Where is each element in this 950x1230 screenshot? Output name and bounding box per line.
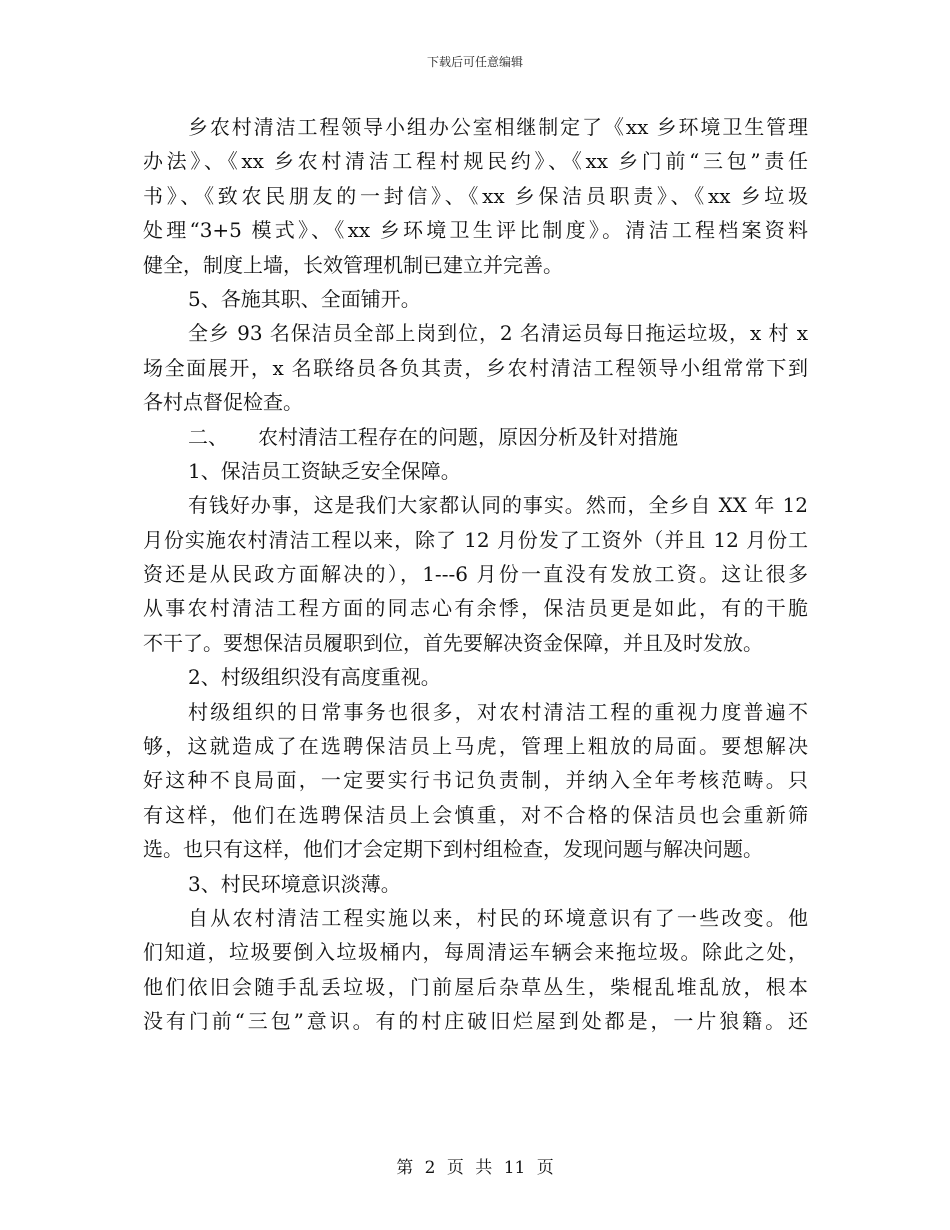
text-line: 从事农村清洁工程方面的同志心有余悸，保洁员更是如此，有的干脆 [143,596,808,621]
text-line: 够，这就造成了在选聘保洁员上马虎，管理上粗放的局面。要想解决 [143,734,808,759]
text-line: 二、 农村清洁工程存在的问题，原因分析及针对措施 [188,424,678,449]
text-line: 书》、《致农民朋友的一封信》、《xx 乡保洁员职责》、《xx 乡垃圾 [143,183,808,208]
page-footer: 第 2 页 共 11 页 [396,1158,554,1178]
text-line: 好这种不良局面，一定要实行书记负责制，并纳入全年考核范畴。只 [143,768,808,793]
text-line: 他们依旧会随手乱丢垃圾，门前屋后杂草丛生，柴棍乱堆乱放，根本 [143,974,808,999]
text-line: 资还是从民政方面解决的），1---6 月份一直没有发放工资。这让很多 [143,562,808,587]
text-line: 处理“3+5 模式》、《xx 乡环境卫生评比制度》。清洁工程档案资料 [143,218,808,243]
text-line: 各村点督促检查。 [143,390,303,415]
document-body [143,110,808,1039]
text-line: 没有门前“三包”意识。有的村庄破旧烂屋到处都是，一片狼籍。还 [143,1009,808,1034]
text-line: 自从农村清洁工程实施以来，村民的环境意识有了一些改变。他 [188,905,808,930]
text-line: 村级组织的日常事务也很多，对农村清洁工程的重视力度普遍不 [188,699,808,724]
text-line: 全乡 93 名保洁员全部上岗到位，2 名清运员每日拖运垃圾，x 村 x [188,321,808,346]
text-line: 选。也只有这样，他们才会定期下到村组检查，发现问题与解决问题。 [143,837,763,862]
text-line: 场全面展开，x 名联络员各负其责，乡农村清洁工程领导小组常常下到 [143,355,808,380]
text-line: 5、各施其职、全面铺开。 [188,286,421,311]
text-line: 们知道，垃圾要倒入垃圾桶内，每周清运车辆会来拖垃圾。除此之处， [143,940,808,965]
text-line: 乡农村清洁工程领导小组办公室相继制定了《xx 乡环境卫生管理 [188,115,808,139]
text-line: 2、村级组织没有高度重视。 [188,665,441,690]
text-line: 1、保洁员工资缺乏安全保障。 [188,458,461,483]
text-line: 月份实施农村清洁工程以来，除了 12 月份发了工资外（并且 12 月份工 [143,527,808,552]
text-line: 健全，制度上墙，长效管理机制已建立并完善。 [143,252,563,277]
text-line: 有这样，他们在选聘保洁员上会慎重，对不合格的保洁员也会重新筛 [143,802,808,827]
page-header: 下载后可任意编辑 [426,55,523,69]
text-line: 不干了。要想保洁员履职到位，首先要解决资金保障，并且及时发放。 [143,630,763,655]
text-line: 办法》、《xx 乡农村清洁工程村规民约》、《xx 乡门前“三包”责任 [143,149,808,174]
text-line: 有钱好办事，这是我们大家都认同的事实。然而，全乡自 XX 年 12 [188,493,808,518]
text-line: 3、村民环境意识淡薄。 [188,871,401,896]
